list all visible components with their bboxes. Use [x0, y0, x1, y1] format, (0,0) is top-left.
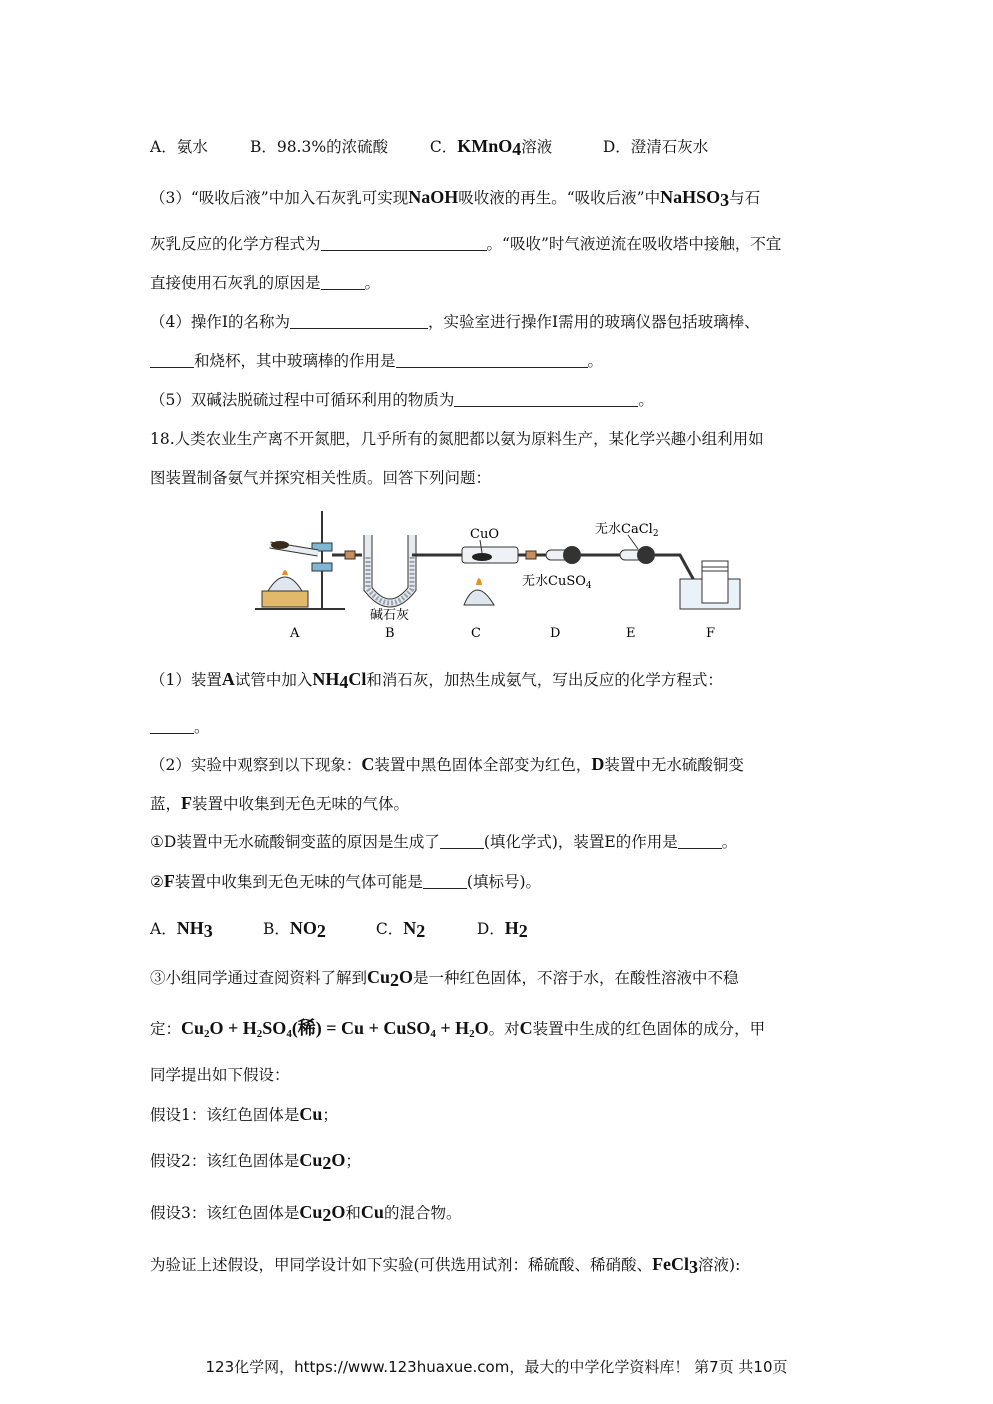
- q18-option-c: C．$N_2$: [375, 918, 426, 941]
- page-footer: 123化学网，https://www.123huaxue.com，最大的中学化学资料库！ 第7页 共10页: [205, 1358, 788, 1376]
- q18-2-options-line: [150, 916, 528, 941]
- q18-option-b: B．$NO_2$: [262, 918, 326, 941]
- q18-1-line-2: 。: [150, 715, 210, 739]
- q18-3-line-3: 同学提出如下假设：: [150, 1066, 290, 1084]
- label-cacl2: 无水CaCl$_2$: [595, 522, 659, 539]
- letter-f: F: [706, 626, 716, 641]
- q17-option-b: B．98.3%的浓硫酸: [249, 138, 389, 156]
- answer-blank[interactable]: [454, 391, 638, 407]
- answer-blank[interactable]: [321, 274, 365, 290]
- q18-2-sub-2: ②F装置中收集到无色无味的气体可能是 (填标号)。: [150, 871, 542, 891]
- q18-option-d: D．$H_2$: [476, 918, 528, 941]
- q17-option-d: D．澄清石灰水: [602, 138, 709, 156]
- q17-3-line-3: 直接使用石灰乳的原因是 。: [150, 274, 381, 292]
- apparatus-b: [345, 535, 462, 623]
- apparatus-d: [522, 546, 620, 591]
- q17-5-line-1: （5）双碱法脱硫过程中可循环利用的物质为 。: [150, 391, 654, 409]
- apparatus-a: [262, 511, 362, 609]
- verify-line: 为验证上述假设，甲同学设计如下实验(可供选用试剂：稀硫酸、稀硝酸、FeCl$_3$溶液):: [150, 1254, 741, 1277]
- q17-option-c: C．KMnO$_4$溶液: [429, 136, 553, 159]
- apparatus-letters: [289, 626, 715, 641]
- q18-stem-line-2: 图装置制备氨气并探究相关性质。回答下列问题：: [150, 469, 492, 487]
- answer-blank[interactable]: [678, 833, 722, 849]
- apparatus-diagram: [250, 505, 750, 655]
- hypothesis-3: 假设3：该红色固体是$Cu_2O$和Cu的混合物。: [150, 1202, 462, 1225]
- letter-d: D: [550, 626, 561, 641]
- equation: $Cu_2O + H_2SO_4$(稀) = Cu + CuSO$_4$ + $H_2O$: [181, 1018, 489, 1040]
- answer-blank[interactable]: [150, 718, 194, 734]
- q18-3-line-2: 定：$Cu_2O + H_2SO_4$(稀) = Cu + CuSO$_4$ + $H_2O$。对C装置中生成的红色固体的成分，甲: [150, 1018, 766, 1040]
- q17-4-line-1: （4）操作Ⅰ的名称为 ，实验室进行操作Ⅰ需用的玻璃仪器包括玻璃棒、: [150, 313, 760, 331]
- q18-stem-line-1: 18.人类农业生产离不开氮肥，几乎所有的氮肥都以氨为原料生产，某化学兴趣小组利用如: [150, 430, 764, 448]
- q17-4-line-2: 和烧杯，其中玻璃棒的作用是 。: [150, 349, 603, 373]
- q17-options-line: [150, 134, 708, 159]
- letter-b: B: [385, 626, 395, 641]
- letter-c: C: [471, 626, 481, 641]
- answer-blank[interactable]: [150, 352, 194, 368]
- label-cuso4: 无水CuSO$_4$: [522, 574, 592, 591]
- letter-a: A: [290, 626, 300, 641]
- q17-option-a: A．氨水: [150, 138, 208, 156]
- apparatus-c: [462, 527, 552, 605]
- label-cuo: CuO: [470, 527, 499, 542]
- q18-2-line-2: 蓝，F装置中收集到无色无味的气体。: [150, 793, 410, 813]
- q17-3-line-2: 灰乳反应的化学方程式为 。“吸收”时气液逆流在吸收塔中接触，不宜: [150, 235, 782, 253]
- letter-e: E: [626, 626, 636, 641]
- q17-3-line-1: （3）“吸收后液”中加入石灰乳可实现NaOH吸收液的再生。“吸收后液”中NaHSO$_3$与石: [150, 187, 761, 210]
- q18-option-a: A．$NH_3$: [150, 918, 213, 941]
- q18-3-line-1: ③小组同学通过查阅资料了解到$Cu_2O$是一种红色固体，不溶于水，在酸性溶液中不稳: [150, 967, 739, 990]
- q18-2-line-1: （2）实验中观察到以下现象：C装置中黑色固体全部变为红色，D装置中无水硫酸铜变: [150, 754, 744, 774]
- q18-2-sub-1: ①D装置中无水硫酸铜变蓝的原因是生成了 (填化学式)，装置E的作用是 。: [150, 833, 738, 851]
- answer-blank[interactable]: [290, 313, 428, 329]
- answer-blank[interactable]: [321, 235, 487, 251]
- hypothesis-2: 假设2：该红色固体是$Cu_2O$；: [150, 1150, 361, 1173]
- apparatus-f: [680, 561, 740, 609]
- answer-blank[interactable]: [440, 833, 484, 849]
- answer-blank[interactable]: [423, 873, 467, 889]
- label-soda-lime: 碱石灰: [370, 608, 410, 623]
- hypothesis-1: 假设1：该红色固体是Cu；: [150, 1104, 338, 1124]
- q18-1-line-1: （1）装置A试管中加入$NH_4Cl$和消石灰，加热生成氨气，写出反应的化学方程式：: [150, 669, 723, 692]
- answer-blank[interactable]: [396, 352, 588, 368]
